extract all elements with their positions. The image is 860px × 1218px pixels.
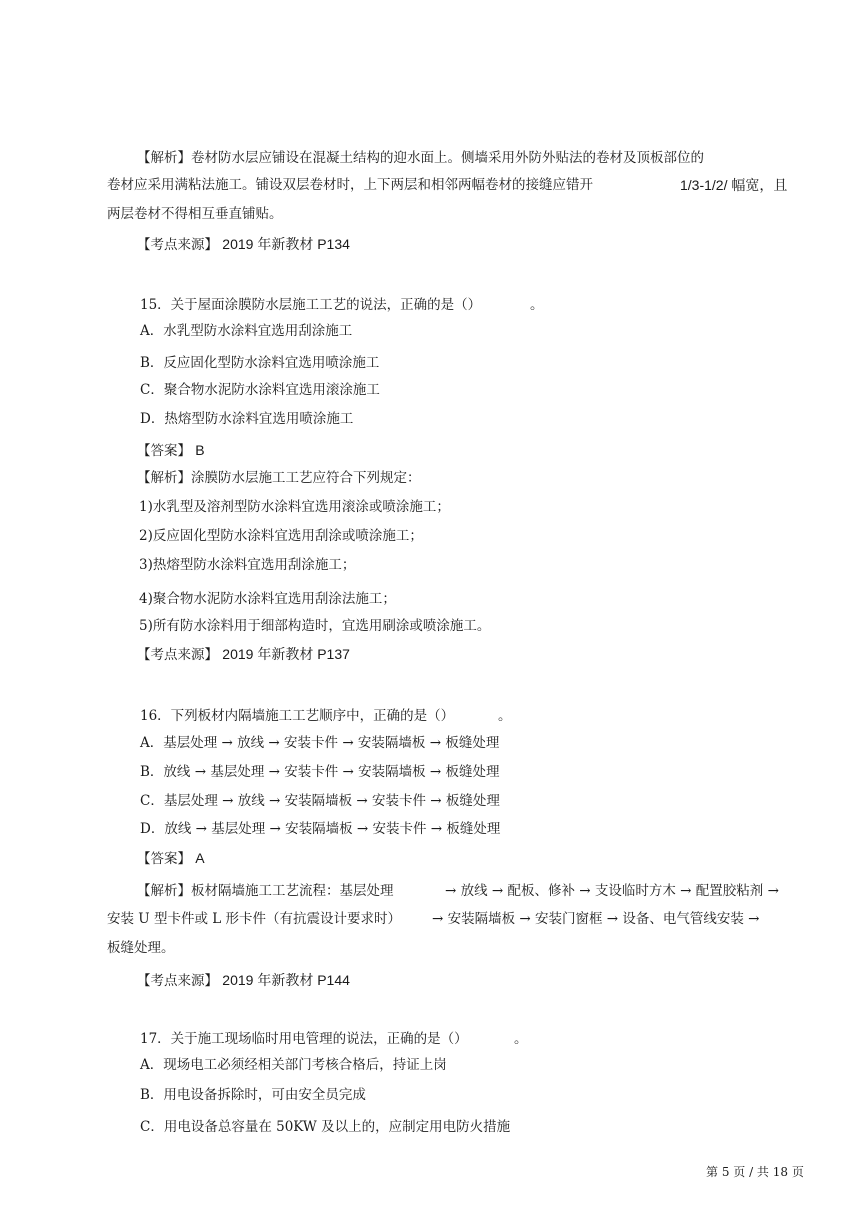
q15-answer [137,441,205,460]
source-label: 【考点来源】 [137,647,218,663]
q15-explanation-item-5: 5)所有防水涂料用于细部构造时，宜选用刷涂或喷涂施工。 [139,618,491,634]
answer-label: 【答案】 [137,443,191,459]
answer-value: B [195,442,205,458]
q15-explanation-item-3: 3)热熔型防水涂料宜选用刮涂施工； [139,557,356,573]
q17-question: 17．关于施工现场临时用电管理的说法，正确的是（） [140,1031,468,1047]
q15-explanation-item-1: 1)水乳型及溶剂型防水涂料宜选用滚涂或喷涂施工； [139,499,450,515]
q15-explanation-title: 【解析】涂膜防水层施工工艺应符合下列规定： [137,470,421,486]
q16-explanation-line-3: 板缝处理。 [107,940,175,956]
q16-explanation-line-1: 【解析】板材隔墙施工工艺流程：基层处理 [137,883,394,899]
q15-explanation-item-2: 2)反应固化型防水涂料宜选用刮涂或喷涂施工； [139,528,423,544]
page-indicator: 第 5 页 / 共 18 页 [706,1165,804,1179]
q14-explanation-line-2: 卷材应采用满粘法施工。铺设双层卷材时，上下两层和相邻两幅卷材的接缝应错开 [107,177,593,193]
source-label: 【考点来源】 [137,973,218,989]
q17-option-c: C．用电设备总容量在 50KW 及以上的，应制定用电防火措施 [140,1119,511,1135]
q16-explanation-line-1-tail: → 放线 → 配板、修补 → 支设临时方木 → 配置胶粘剂 → [445,883,779,899]
answer-value: A [195,850,205,866]
q16-question: 16．下列板材内隔墙施工工艺顺序中，正确的是（） [140,708,455,724]
source-value: 2019 年新教材 P134 [222,236,350,252]
q16-option-c: C．基层处理 → 放线 → 安装隔墙板 → 安装卡件 → 板缝处理 [140,793,500,809]
q15-option-c: C．聚合物水泥防水涂料宜选用滚涂施工 [140,382,380,398]
q15-question: 15．关于屋面涂膜防水层施工工艺的说法，正确的是（） [140,297,482,313]
q17-option-a: A．现场电工必须经相关部门考核合格后，持证上岗 [140,1057,447,1073]
q14-explanation-line-2-tail: 1/3-1/2/ 幅宽，且 [680,177,788,193]
q15-option-b: B．反应固化型防水涂料宜选用喷涂施工 [140,355,380,371]
q16-option-d: D．放线 → 基层处理 → 安装隔墙板 → 安装卡件 → 板缝处理 [140,821,501,837]
source-value: 2019 年新教材 P137 [222,646,350,662]
q16-explanation-line-2-tail: → 安装隔墙板 → 安装门窗框 → 设备、电气管线安装 → [432,911,760,927]
q16-source [137,971,350,990]
q15-option-d: D．热熔型防水涂料宜选用喷涂施工 [140,411,354,427]
source-label: 【考点来源】 [137,237,218,253]
q14-source [137,235,350,254]
q16-question-end: 。 [498,708,512,724]
q16-explanation-line-2: 安装 U 型卡件或 L 形卡件（有抗震设计要求时） [107,911,402,927]
q15-source [137,645,350,664]
q15-question-end: 。 [530,297,544,313]
q16-option-b: B．放线 → 基层处理 → 安装卡件 → 安装隔墙板 → 板缝处理 [140,764,500,780]
q15-option-a: A．水乳型防水涂料宜选用刮涂施工 [140,323,353,339]
q17-option-b: B．用电设备拆除时，可由安全员完成 [140,1087,366,1103]
q15-explanation-item-4: 4)聚合物水泥防水涂料宜选用刮涂法施工； [139,591,396,607]
q14-explanation-line-3: 两层卷材不得相互垂直铺贴。 [107,206,283,222]
source-value: 2019 年新教材 P144 [222,972,350,988]
q17-question-end: 。 [514,1031,528,1047]
q16-option-a: A．基层处理 → 放线 → 安装卡件 → 安装隔墙板 → 板缝处理 [140,735,500,751]
q14-explanation-line-1: 【解析】卷材防水层应铺设在混凝土结构的迎水面上。侧墙采用外防外贴法的卷材及顶板部位的 [137,150,704,166]
answer-label: 【答案】 [137,851,191,867]
q16-answer [137,849,205,868]
